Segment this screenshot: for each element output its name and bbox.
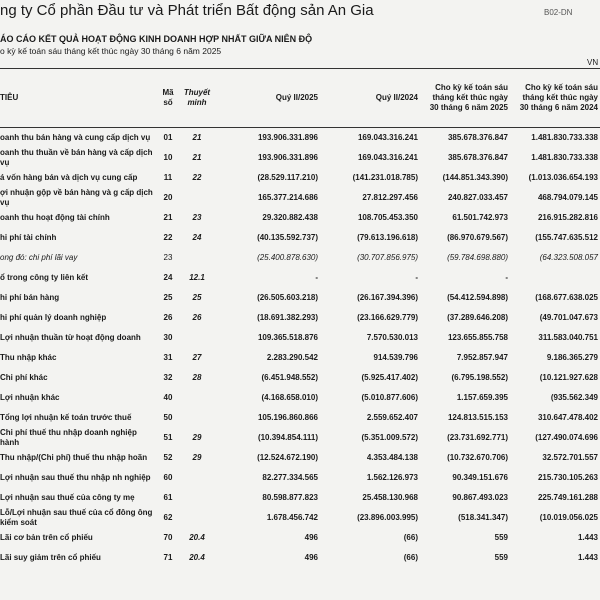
cell-note: 27 <box>192 353 202 362</box>
cell-name: Lỗ/Lợi nhuận sau thuế của cổ đông ông kiểm soát <box>0 508 153 527</box>
cell-q2-2024: (5.010.877.606) <box>361 393 418 402</box>
table-row <box>0 428 600 448</box>
table-row <box>0 248 600 268</box>
cell-note: 21 <box>192 133 202 142</box>
cell-h1-2024: 32.572.701.557 <box>542 453 598 462</box>
cell-h1-2025: (86.970.679.567) <box>447 233 508 242</box>
cell-h1-2025: 385.678.376.847 <box>447 153 508 162</box>
cell-note: 12.1 <box>189 273 205 282</box>
cell-h1-2025: (23.731.692.771) <box>447 433 508 442</box>
currency-unit: VN <box>587 58 599 67</box>
cell-name: Thu nhập khác <box>0 353 57 362</box>
cell-name: oanh thu hoạt động tài chính <box>0 213 110 222</box>
cell-note: 28 <box>192 373 202 382</box>
cell-q2-2025: 496 <box>304 533 318 542</box>
report-period: o kỳ kế toán sáu tháng kết thúc ngày 30 tháng 6 năm 2025 <box>0 46 222 56</box>
cell-h1-2025: 7.952.857.947 <box>456 353 508 362</box>
cell-note: 24 <box>192 233 202 242</box>
cell-code: 22 <box>163 233 173 242</box>
cell-code: 01 <box>163 133 173 142</box>
cell-q2-2025: 165.377.214.686 <box>257 193 318 202</box>
cell-h1-2024: 1.481.830.733.338 <box>531 133 598 142</box>
cell-note <box>178 488 216 508</box>
cell-code: 11 <box>163 173 173 182</box>
cell-q2-2025: (25.400.878.630) <box>257 253 318 262</box>
col-header-q2-2025: Quý II/2025 <box>216 69 320 128</box>
cell-q2-2024: 7.570.530.013 <box>366 333 418 342</box>
cell-code: 51 <box>163 433 173 442</box>
cell-name: Chi phí thuế thu nhập doanh nghiệp hành <box>0 428 137 447</box>
cell-q2-2025: (18.691.382.293) <box>257 313 318 322</box>
cell-code: 24 <box>163 273 173 282</box>
table-row <box>0 368 600 388</box>
cell-q2-2025: (10.394.854.111) <box>257 433 318 442</box>
cell-h1-2025: 559 <box>494 533 508 542</box>
cell-code: 10 <box>163 153 173 162</box>
col-header-q2-2024: Quý II/2024 <box>320 69 420 128</box>
cell-name: Lợi nhuận thuần từ hoạt động doanh <box>0 333 141 342</box>
cell-q2-2025: - <box>315 273 318 282</box>
cell-note <box>178 328 216 348</box>
cell-note: 21 <box>192 153 202 162</box>
cell-q2-2024: 25.458.130.968 <box>362 493 418 502</box>
cell-h1-2025: (518.341.347) <box>458 513 508 522</box>
cell-h1-2025: (144.851.343.390) <box>442 173 508 182</box>
cell-name: hi phí bán hàng <box>0 293 60 302</box>
cell-code: 71 <box>163 553 173 562</box>
table-row <box>0 168 600 188</box>
cell-q2-2024: (30.707.856.975) <box>357 253 418 262</box>
col-header-note: Thuyết minh <box>178 69 216 128</box>
cell-name: Thu nhập/(Chi phí) thuế thu nhập hoãn <box>0 453 148 462</box>
cell-q2-2024: (66) <box>403 533 418 542</box>
cell-q2-2024: 108.705.453.350 <box>357 213 418 222</box>
table-row <box>0 148 600 168</box>
col-header-name: TIÊU <box>0 69 158 128</box>
cell-h1-2024: 1.481.830.733.338 <box>531 153 598 162</box>
table-row <box>0 408 600 428</box>
cell-code: 61 <box>163 493 173 502</box>
cell-q2-2025: (12.524.672.190) <box>257 453 318 462</box>
cell-h1-2025: - <box>505 273 508 282</box>
cell-q2-2025: (4.168.658.010) <box>261 393 318 402</box>
cell-q2-2024: 1.562.126.973 <box>366 473 418 482</box>
table-row <box>0 508 600 528</box>
cell-h1-2025: (37.289.646.208) <box>447 313 508 322</box>
table-row <box>0 268 600 288</box>
table-row <box>0 328 600 348</box>
cell-h1-2024: (64.323.508.057 <box>539 253 598 262</box>
cell-name: Lợi nhuận khác <box>0 393 60 402</box>
cell-name: Lãi suy giảm trên cổ phiếu <box>0 553 101 562</box>
cell-h1-2024: 468.794.079.145 <box>537 193 598 202</box>
cell-name: hi phí quản lý doanh nghiệp <box>0 313 107 322</box>
cell-name: ổ trong công ty liên kết <box>0 273 89 282</box>
cell-name: ợi nhuận gộp về bán hàng và g cấp dịch vụ <box>0 188 153 207</box>
cell-h1-2024: 1.443 <box>577 533 598 542</box>
cell-note <box>178 388 216 408</box>
cell-q2-2025: (26.505.603.218) <box>257 293 318 302</box>
cell-q2-2024: (5.351.009.572) <box>361 433 418 442</box>
table-row <box>0 488 600 508</box>
cell-q2-2024: 2.559.652.407 <box>366 413 418 422</box>
cell-code: 30 <box>163 333 173 342</box>
cell-h1-2024: 225.749.161.288 <box>537 493 598 502</box>
cell-q2-2024: (5.925.417.402) <box>361 373 418 382</box>
cell-h1-2024: 1.443 <box>577 553 598 562</box>
cell-h1-2024: (155.747.635.512 <box>535 233 598 242</box>
income-statement-table <box>0 68 600 568</box>
cell-q2-2024: - <box>415 273 418 282</box>
cell-h1-2024: (49.701.047.673 <box>539 313 598 322</box>
cell-h1-2024: 9.186.365.279 <box>546 353 598 362</box>
col-header-h1-2025: Cho kỳ kế toán sáu tháng kết thúc ngày 30 tháng 6 năm 2025 <box>420 69 510 128</box>
cell-q2-2025: 80.598.877.823 <box>262 493 318 502</box>
cell-h1-2024: (127.490.074.696 <box>535 433 598 442</box>
cell-h1-2024: (10.019.056.025 <box>539 513 598 522</box>
cell-h1-2025: 61.501.742.973 <box>452 213 508 222</box>
cell-q2-2025: (28.529.117.210) <box>257 173 318 182</box>
cell-q2-2025: 193.906.331.896 <box>257 133 318 142</box>
cell-code: 52 <box>163 453 173 462</box>
cell-note <box>178 248 216 268</box>
company-name: ng ty Cổ phần Đầu tư và Phát triển Bất động sản An Gia <box>0 2 374 19</box>
cell-q2-2025: 1.678.456.742 <box>266 513 318 522</box>
cell-h1-2024 <box>510 268 600 288</box>
cell-note: 25 <box>192 293 202 302</box>
cell-name: á vốn hàng bán và dịch vụ cung cấp <box>0 173 138 182</box>
cell-note: 29 <box>192 453 202 462</box>
cell-h1-2024: 311.583.040.751 <box>538 333 598 342</box>
cell-code: 23 <box>163 253 173 262</box>
cell-note: 22 <box>192 173 202 182</box>
cell-note: 20.4 <box>189 533 205 542</box>
cell-h1-2024: (10.121.927.628 <box>539 373 598 382</box>
table-row <box>0 308 600 328</box>
cell-note: 26 <box>192 313 202 322</box>
cell-q2-2024: (26.167.394.396) <box>357 293 418 302</box>
cell-code: 20 <box>163 193 173 202</box>
cell-code: 31 <box>163 353 173 362</box>
cell-name: hi phí tài chính <box>0 233 57 242</box>
cell-q2-2024: (23.166.629.779) <box>357 313 418 322</box>
cell-name: Lãi cơ bản trên cổ phiếu <box>0 533 93 542</box>
cell-name: oanh thu bán hàng và cung cấp dịch vụ <box>0 133 151 142</box>
table-row <box>0 548 600 568</box>
cell-h1-2024: 215.730.105.263 <box>537 473 598 482</box>
table-row <box>0 388 600 408</box>
cell-h1-2025: 124.813.515.153 <box>447 413 508 422</box>
cell-q2-2024: (66) <box>403 553 418 562</box>
table-row <box>0 468 600 488</box>
table-header <box>0 69 600 128</box>
cell-note <box>178 468 216 488</box>
cell-h1-2025: (6.795.198.552) <box>451 373 508 382</box>
cell-note <box>178 188 216 208</box>
cell-h1-2024: 310.647.478.402 <box>537 413 598 422</box>
cell-q2-2025: 29.320.882.438 <box>262 213 318 222</box>
cell-code: 40 <box>163 393 173 402</box>
cell-h1-2025: 90.349.151.676 <box>452 473 508 482</box>
cell-name: Lợi nhuận sau thuế của công ty mẹ <box>0 493 135 502</box>
cell-q2-2024: (23.896.003.995) <box>357 513 418 522</box>
cell-name: Tổng lợi nhuận kế toán trước thuế <box>0 413 132 422</box>
cell-code: 60 <box>163 473 173 482</box>
cell-name: Lợi nhuận sau thuế thu nhập nh nghiệp <box>0 473 151 482</box>
cell-q2-2025: 105.196.860.866 <box>257 413 318 422</box>
cell-name: ong đó: chi phí lãi vay <box>0 253 78 262</box>
cell-q2-2025: (40.135.592.737) <box>257 233 318 242</box>
cell-h1-2024: (1.013.036.654.193 <box>528 173 598 182</box>
cell-h1-2025: 559 <box>494 553 508 562</box>
col-header-code: Mã số <box>158 69 178 128</box>
cell-q2-2025: 109.365.518.876 <box>257 333 318 342</box>
cell-note <box>178 408 216 428</box>
cell-q2-2025: 496 <box>304 553 318 562</box>
col-header-h1-2024: Cho kỳ kế toán sáu tháng kết thúc ngày 30 tháng 6 năm 2024 <box>510 69 600 128</box>
cell-code: 25 <box>163 293 173 302</box>
cell-note: 23 <box>192 213 202 222</box>
report-subtitle: ÁO CÁO KẾT QUẢ HOẠT ĐỘNG KINH DOANH HỢP NHẤT GIỮA NIÊN ĐỘ <box>0 34 313 44</box>
table-row <box>0 528 600 548</box>
cell-code: 32 <box>163 373 173 382</box>
table-row <box>0 448 600 468</box>
cell-code: 26 <box>163 313 173 322</box>
cell-name: Chi phí khác <box>0 373 48 382</box>
cell-q2-2025: 193.906.331.896 <box>257 153 318 162</box>
table-row <box>0 208 600 228</box>
cell-h1-2024: (935.562.349 <box>550 393 598 402</box>
cell-h1-2025: 240.827.033.457 <box>447 193 508 202</box>
table-row <box>0 348 600 368</box>
cell-q2-2024: 169.043.316.241 <box>357 153 418 162</box>
cell-code: 70 <box>163 533 173 542</box>
cell-h1-2024: 216.915.282.816 <box>537 213 598 222</box>
cell-note <box>178 508 216 528</box>
table-row <box>0 288 600 308</box>
cell-h1-2025: 385.678.376.847 <box>447 133 508 142</box>
table-row <box>0 128 600 149</box>
cell-q2-2025: 82.277.334.565 <box>262 473 318 482</box>
cell-code: 21 <box>163 213 173 222</box>
cell-h1-2025: (10.732.670.706) <box>447 453 508 462</box>
cell-note: 20.4 <box>189 553 205 562</box>
table-row <box>0 188 600 208</box>
form-code: B02-DN <box>544 8 573 17</box>
cell-q2-2024: 914.539.796 <box>373 353 418 362</box>
cell-code: 50 <box>163 413 173 422</box>
cell-q2-2025: (6.451.948.552) <box>261 373 318 382</box>
cell-name: oanh thu thuần về bán hàng và cấp dịch vụ <box>0 148 153 167</box>
cell-note: 29 <box>192 433 202 442</box>
cell-q2-2024: 169.043.316.241 <box>357 133 418 142</box>
cell-h1-2025: (54.412.594.898) <box>447 293 508 302</box>
cell-h1-2024: (168.677.638.025 <box>535 293 598 302</box>
cell-q2-2024: 4.353.484.138 <box>366 453 418 462</box>
cell-h1-2025: 90.867.493.023 <box>452 493 508 502</box>
cell-q2-2024: (141.231.018.785) <box>352 173 418 182</box>
cell-code: 62 <box>163 513 173 522</box>
cell-q2-2024: 27.812.297.456 <box>362 193 418 202</box>
table-row <box>0 228 600 248</box>
cell-h1-2025: 1.157.659.395 <box>456 393 508 402</box>
cell-q2-2025: 2.283.290.542 <box>266 353 318 362</box>
cell-q2-2024: (79.613.196.618) <box>357 233 418 242</box>
cell-h1-2025: (59.784.698.880) <box>447 253 508 262</box>
cell-h1-2025: 123.655.855.758 <box>447 333 508 342</box>
